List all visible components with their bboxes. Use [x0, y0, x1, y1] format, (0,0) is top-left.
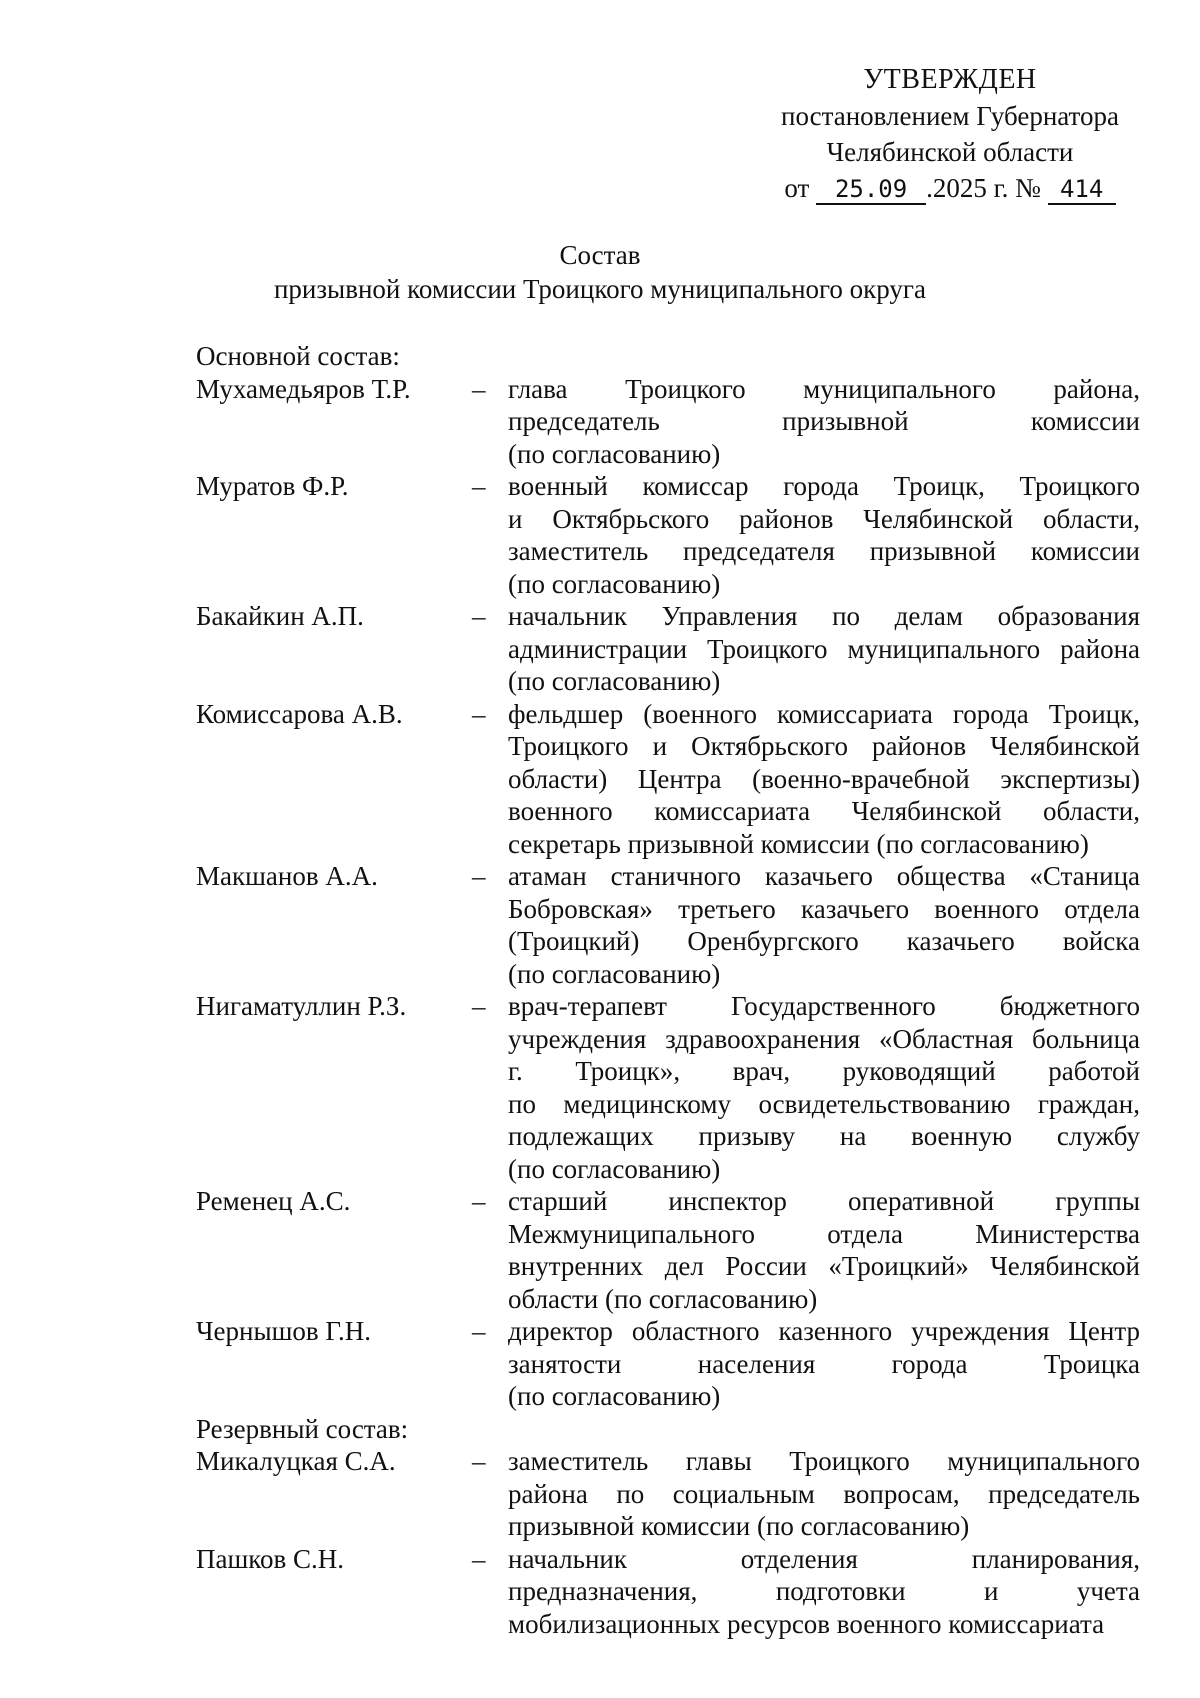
- member-description-line: заместитель председателя призывной комиссии: [508, 536, 1140, 566]
- member-dash: –: [472, 601, 486, 631]
- member-description-line: начальник отделения планирования,: [508, 1543, 1140, 1574]
- member-description-line: врач-терапевт Государственного бюджетного: [508, 991, 1140, 1021]
- member-description-line: старший инспектор оперативной группы: [508, 1186, 1140, 1216]
- member-row: [196, 1445, 1140, 1543]
- member-description-line: области) Центра (военно-врачебной экспертизы): [508, 763, 1140, 794]
- member-description-line: (по согласованию): [508, 958, 721, 989]
- member-row: [196, 1543, 1140, 1641]
- member-row: [196, 1315, 1140, 1413]
- member-description-line: Бобровская» третьего казачьего военного отдела: [508, 893, 1140, 924]
- member-row: [196, 1185, 1140, 1315]
- member-description-line: (по согласованию): [508, 1381, 721, 1411]
- member-description-line: военного комиссариата Челябинской области,: [508, 796, 1140, 826]
- approval-line-2: Челябинской области: [826, 137, 1074, 167]
- member-name: Мухамедьяров Т.Р.: [196, 373, 411, 404]
- member-description-line: занятости населения города Троицка: [508, 1348, 1140, 1379]
- member-description-line: фельдшер (военного комиссариата города Троицк,: [508, 698, 1140, 729]
- member-description-line: (по согласованию): [508, 666, 721, 696]
- member-description-line: атаман станичного казачьего общества «Станица: [508, 861, 1140, 891]
- member-description-line: призывной комиссии (по согласованию): [508, 1511, 970, 1541]
- member-description-line: администрации Троицкого муниципального района: [508, 633, 1140, 664]
- member-description-line: директор областного казенного учреждения Центр: [508, 1316, 1140, 1346]
- member-description-line: области (по согласованию): [508, 1283, 818, 1314]
- member-description-line: мобилизационных ресурсов военного комиссариата: [508, 1608, 1105, 1639]
- member-description-line: г. Троицк», врач, руководящий работой: [508, 1056, 1140, 1086]
- member-description-line: (по согласованию): [508, 568, 721, 599]
- member-description-line: заместитель главы Троицкого муниципального: [508, 1446, 1140, 1476]
- member-dash: –: [472, 1446, 486, 1476]
- member-description: [508, 470, 1140, 600]
- member-description: [508, 1543, 1140, 1641]
- member-description-line: (по согласованию): [508, 1153, 721, 1184]
- member-description: [508, 990, 1140, 1185]
- title-line-2: призывной комиссии Троицкого муниципального округа: [273, 274, 926, 304]
- main-section-label: Основной состав:: [196, 341, 400, 371]
- member-row: [196, 373, 1140, 471]
- member-description: [508, 373, 1140, 471]
- member-description-line: военный комиссар города Троицк, Троицкого: [508, 471, 1140, 501]
- decree-number: 414: [1048, 175, 1116, 205]
- member-description-line: внутренних дел России «Троицкий» Челябинской: [508, 1251, 1140, 1281]
- member-name: Макшанов А.А.: [196, 861, 378, 891]
- member-description-line: секретарь призывной комиссии (по согласованию): [508, 828, 1089, 859]
- member-name: Микалуцкая С.А.: [196, 1446, 396, 1476]
- title-line-1: Состав: [559, 240, 641, 270]
- members-list: [196, 340, 1140, 1640]
- member-row: [196, 600, 1140, 698]
- member-description-line: и Октябрьского районов Челябинской области,: [508, 503, 1140, 534]
- member-description: [508, 860, 1140, 990]
- member-name: Пашков С.Н.: [196, 1543, 345, 1574]
- member-description-line: глава Троицкого муниципального района,: [508, 373, 1140, 404]
- member-name: Комиссарова А.В.: [196, 698, 403, 729]
- approval-line-1: постановлением Губернатора: [781, 101, 1119, 131]
- member-description-line: начальник Управления по делам образования: [508, 601, 1140, 631]
- member-description-line: предназначения, подготовки и учета: [508, 1576, 1140, 1606]
- reserve-members: [196, 1445, 1140, 1640]
- decree-date: 25.09: [816, 175, 926, 205]
- main-members: [196, 373, 1140, 1413]
- member-dash: –: [472, 1186, 486, 1216]
- approval-heading: УТВЕРЖДЕН: [863, 64, 1037, 95]
- member-dash: –: [472, 991, 486, 1021]
- member-description: [508, 600, 1140, 698]
- reserve-section-label: Резервный состав:: [196, 1413, 409, 1444]
- member-row: [196, 470, 1140, 600]
- member-description-line: учреждения здравоохранения «Областная больница: [508, 1023, 1140, 1054]
- member-name: Чернышов Г.Н.: [196, 1316, 371, 1346]
- approval-block: [740, 62, 1160, 206]
- member-row: [196, 860, 1140, 990]
- member-name: Ременец А.С.: [196, 1186, 351, 1216]
- member-description-line: по медицинскому освидетельствованию граждан,: [508, 1088, 1140, 1119]
- approval-date-line: [740, 170, 1160, 206]
- member-description: [508, 1185, 1140, 1315]
- member-description-line: подлежащих призыву на военную службу: [508, 1121, 1140, 1151]
- member-description: [508, 1445, 1140, 1543]
- from-label: от: [784, 173, 810, 203]
- member-description-line: Межмуниципального отдела Министерства: [508, 1218, 1140, 1249]
- member-dash: –: [472, 861, 486, 891]
- member-name: Муратов Ф.Р.: [196, 471, 349, 501]
- document-title: [0, 238, 1200, 306]
- member-name: Бакайкин А.П.: [196, 601, 364, 631]
- member-name: Нигаматуллин Р.З.: [196, 991, 407, 1021]
- member-dash: –: [472, 471, 486, 501]
- member-description-line: (по согласованию): [508, 438, 721, 469]
- member-dash: –: [472, 373, 486, 404]
- member-dash: –: [472, 1316, 486, 1346]
- member-dash: –: [472, 698, 486, 729]
- member-description-line: председатель призывной комиссии: [508, 406, 1140, 436]
- year-suffix: .2025 г. №: [926, 173, 1041, 203]
- member-description: [508, 698, 1140, 861]
- member-description-line: Троицкого и Октябрьского районов Челябинской: [508, 731, 1140, 761]
- member-dash: –: [472, 1543, 486, 1574]
- member-description-line: района по социальным вопросам, председатель: [508, 1478, 1140, 1509]
- member-row: [196, 698, 1140, 861]
- member-row: [196, 990, 1140, 1185]
- member-description-line: (Троицкий) Оренбургского казачьего войска: [508, 926, 1140, 956]
- member-description: [508, 1315, 1140, 1413]
